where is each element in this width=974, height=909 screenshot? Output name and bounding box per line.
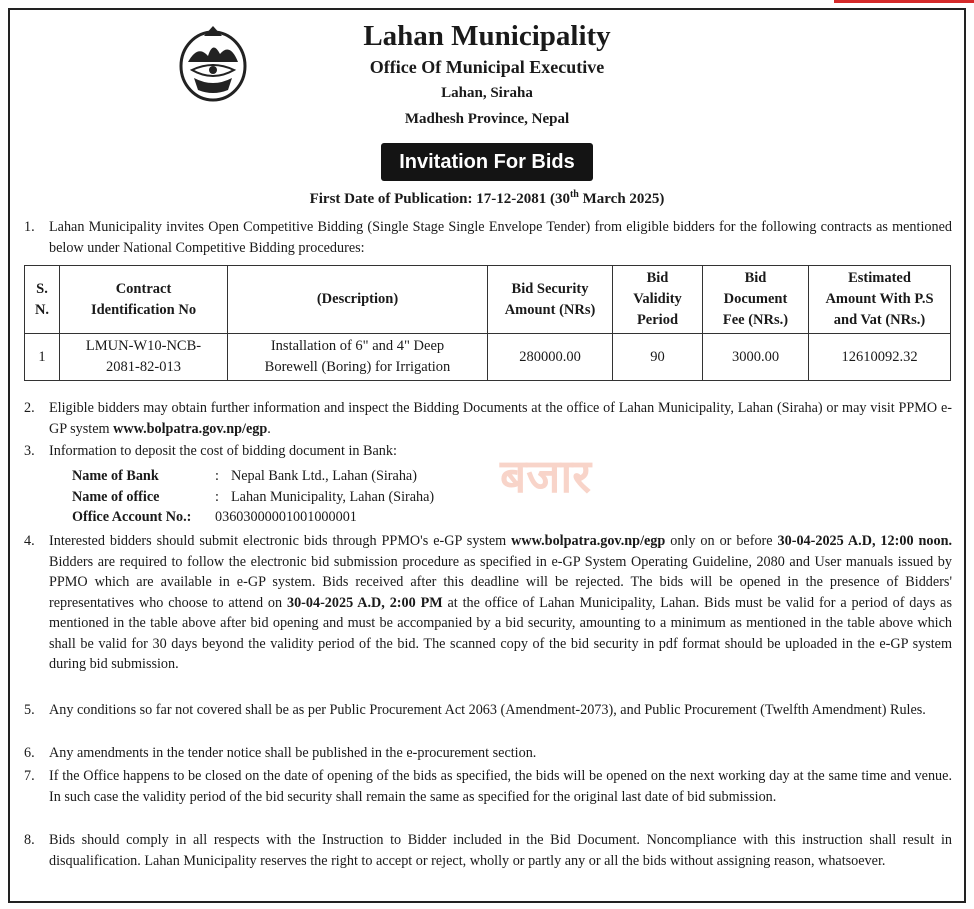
cell-bid-security: 280000.00	[488, 334, 613, 381]
office-name: Office Of Municipal Executive	[369, 57, 605, 77]
cell-validity: 90	[613, 334, 703, 381]
item-number: 5.	[24, 702, 35, 718]
col-sn: S. N.	[25, 266, 60, 334]
item-5	[26, 700, 952, 721]
item-3	[26, 441, 952, 462]
office-location: Lahan, Siraha	[441, 85, 533, 101]
publication-date	[0, 189, 974, 208]
item-8	[26, 830, 952, 871]
submission-deadline: 30-04-2025 A.D, 12:00 noon.	[777, 533, 953, 549]
header	[0, 18, 974, 132]
table-row	[25, 334, 951, 381]
item-text: Any amendments in the tender notice shall be published in the e-procurement section.	[49, 745, 537, 761]
item-number: 4.	[24, 533, 35, 549]
account-label: Office Account No.:	[72, 509, 192, 525]
publication-date-prefix: First Date of Publication: 17-12-2081 (30	[309, 191, 570, 207]
item-1	[26, 217, 952, 258]
bank-value: Nepal Bank Ltd., Lahan (Siraha)	[231, 468, 417, 484]
publication-date-sup: th	[569, 189, 579, 200]
col-validity: Bid Validity Period	[613, 266, 703, 334]
opening-time: 30-04-2025 A.D, 2:00 PM	[286, 594, 443, 611]
municipality-title: Lahan Municipality	[363, 20, 611, 52]
item-text: Bids should comply in all respects with the Instruction to Bidder included in the Bid Document. Noncompliance with this instruction shall result in disqualification. Lahan Municipality reserves the right to accept or reject, wholly or partly any or all the bids without assigning reason, whatsoever.	[49, 832, 952, 869]
col-bid-security: Bid Security Amount (NRs)	[488, 266, 613, 334]
notice-banner: Invitation For Bids	[381, 143, 593, 181]
item-text: Information to deposit the cost of bidding document in Bank:	[49, 443, 397, 459]
cell-estimate: 12610092.32	[809, 334, 951, 381]
item-number: 3.	[24, 443, 35, 459]
cell-description: Installation of 6" and 4" Deep Borewell (Boring) for Irrigation	[228, 334, 488, 381]
item-2: 2. Eligible bidders may obtain further information and inspect the Bidding Documents at the office of Lahan Municipality, Lahan (Siraha) or may visit PPMO e-GP system www.bolpatra.gov.np/egp.	[24, 400, 952, 437]
account-row	[72, 507, 434, 528]
cell-doc-fee: 3000.00	[703, 334, 809, 381]
office-province: Madhesh Province, Nepal	[404, 111, 570, 127]
col-contract-id: Contract Identification No	[60, 266, 228, 334]
col-description: (Description)	[228, 266, 488, 334]
bank-details	[72, 466, 434, 528]
bank-row: Name of Bank : Nepal Bank Ltd., Lahan (Siraha)	[72, 466, 434, 487]
item-4: 4. Interested bidders should submit electronic bids through PPMO's e-GP system www.bolpatra.gov.np/egp only on or before 30-04-2025 A.D, 12:00 noon. Bidders are required to follow the electronic bid submission procedure as specified in e-GP System Operating Guideline, 2080 and User manuals issued by PPMO which are available in e-GP system. Bids received after this deadline will be rejected. The bids will be opened in the presence of Bidders' representatives who choose to attend on 30-04-2025 A.D, 2:00 PM at the office of Lahan Municipality, Lahan. Bids must be valid for a period of days as mentioned in the table above after bid opening and must be accompanied by a bid security, amounting to a minimum as mentioned in the table above which shall be valid for 30 days beyond the validity period of the bid. The scanned copy of the bid security in pdf format should be uploaded in the e-GP system during bid submission.	[24, 533, 953, 672]
col-doc-fee: Bid Document Fee (NRs.)	[703, 266, 809, 334]
office-label: Name of office	[72, 488, 160, 505]
item-6	[26, 743, 952, 764]
item-text: Any conditions so far not covered shall be as per Public Procurement Act 2063 (Amendment-2073), and Public Procurement (Twelfth Amendment) Rules.	[49, 702, 926, 718]
item-text: Lahan Municipality invites Open Competitive Bidding (Single Stage Single Envelope Tender) from eligible bidders for the following contracts as mentioned below under National Competitive Bidding procedures:	[49, 219, 952, 256]
egp-link[interactable]: www.bolpatra.gov.np/egp	[113, 420, 268, 437]
banner-wrap	[0, 143, 974, 181]
top-accent-bar	[834, 0, 974, 3]
item-text: If the Office happens to be closed on the date of opening of the bids as specified, the bids will be opened on the next working day at the same time and venue. In such case the validity period of the bid security shall remain the same as specified for the original last date of bid submission.	[49, 768, 952, 805]
watermark-text: बजार	[500, 449, 592, 503]
egp-link[interactable]: www.bolpatra.gov.np/egp	[511, 533, 666, 549]
item-number: 7.	[24, 768, 35, 784]
item-number: 2.	[24, 400, 35, 416]
item-7	[26, 766, 952, 807]
bank-label: Name of Bank	[72, 468, 159, 484]
cell-contract-id: LMUN-W10-NCB- 2081-82-013	[60, 334, 228, 381]
item-number: 6.	[24, 745, 35, 761]
publication-date-suffix: March 2025)	[578, 191, 665, 207]
col-estimate: Estimated Amount With P.S and Vat (NRs.)	[809, 266, 951, 334]
office-row: Name of office : Lahan Municipality, Lahan (Siraha)	[72, 487, 434, 508]
item-text: Eligible bidders may obtain further information and inspect the Bidding Documents at the office of Lahan Municipality, Lahan (Siraha) or may visit PPMO e-GP system	[49, 400, 952, 437]
office-value: Lahan Municipality, Lahan (Siraha)	[231, 488, 435, 505]
account-value: 03603000001001000001	[215, 509, 357, 525]
contracts-table	[24, 265, 951, 381]
cell-sn: 1	[25, 334, 60, 381]
table-header-row	[25, 266, 951, 334]
item-number: 8.	[24, 832, 35, 848]
item-number: 1.	[24, 219, 35, 235]
